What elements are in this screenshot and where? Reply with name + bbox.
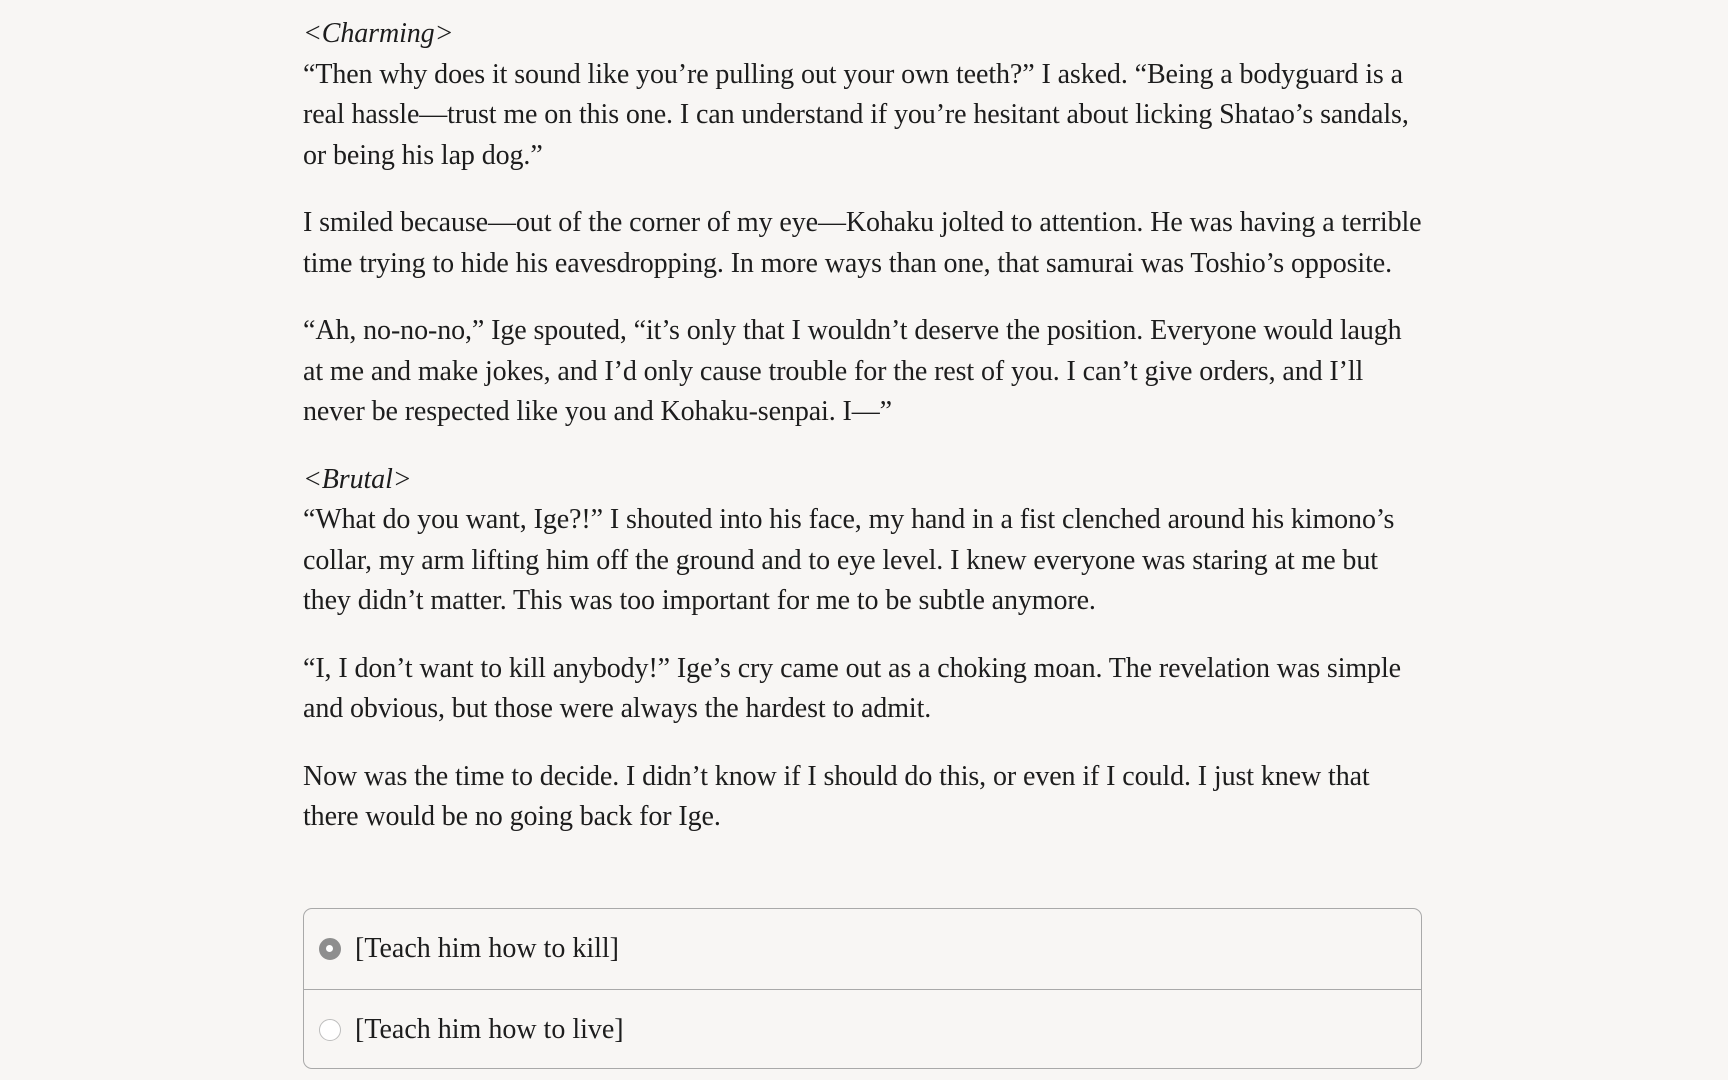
story-passage — [303, 14, 1425, 865]
choice-tag-charming: <Charming> — [303, 18, 454, 49]
radio-checked-icon[interactable] — [319, 938, 341, 960]
paragraph-text: “What do you want, Ige?!” I shouted into his face, my hand in a fist clenched around his kimono’s collar, my arm lifting him off the ground and to eye level. I knew everyone was staring at me but they didn’t matter. This was too important for me to be subtle anymore. — [303, 504, 1395, 616]
paragraph: I smiled because—out of the corner of my eye—Kohaku jolted to attention. He was having a terrible time trying to hide his eavesdropping. In more ways than one, that samurai was Toshio’s opposite. — [303, 207, 1422, 279]
choice-option-kill[interactable] — [304, 909, 1421, 989]
choice-option-live[interactable] — [304, 989, 1421, 1069]
paragraph — [303, 14, 1425, 176]
radio-unchecked-icon[interactable] — [319, 1019, 341, 1041]
choice-label: [Teach him how to live] — [355, 1014, 624, 1045]
paragraph: “Ah, no-no-no,” Ige spouted, “it’s only that I wouldn’t deserve the position. Everyone would laugh at me and make jokes, and I’d only cause trouble for the rest of you. I can’t give orders, and I’ll never be respected like you and Kohaku-senpai. I—” — [303, 315, 1402, 427]
choice-list — [303, 908, 1422, 1069]
choice-tag-brutal: <Brutal> — [303, 463, 412, 495]
choice-label: [Teach him how to kill] — [355, 933, 619, 964]
paragraph: “I, I don’t want to kill anybody!” Ige’s cry came out as a choking moan. The revelation was simple and obvious, but those were always the hardest to admit. — [303, 652, 1401, 724]
paragraph-text: “Then why does it sound like you’re pulling out your own teeth?” I asked. “Being a bodyguard is a real hassle—trust me on this one. I can understand if you’re hesitant about licking Shatao’s sandals, or being his lap dog.” — [303, 58, 1409, 171]
paragraph: Now was the time to decide. I didn’t know if I should do this, or even if I could. I just knew that there would be no going back for Ige. — [303, 760, 1370, 832]
paragraph — [303, 460, 1425, 622]
